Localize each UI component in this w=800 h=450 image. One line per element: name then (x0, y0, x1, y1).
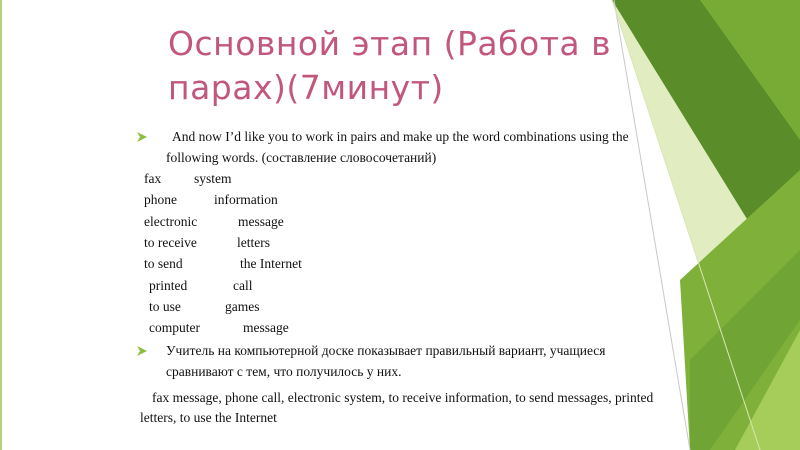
word-pair-row (142, 168, 676, 189)
arrow-bullet-icon (136, 131, 148, 143)
word-right: letters (237, 235, 270, 251)
word-right: games (225, 298, 260, 314)
word-right: the Internet (240, 256, 302, 272)
intro-text: And now I’d like you to work in pairs and make up the word combinations using the following words. (составление словосочетаний) (166, 129, 629, 165)
word-right: system (194, 171, 232, 187)
word-left: computer (149, 320, 200, 336)
intro-paragraph (136, 126, 676, 168)
word-pair-row (142, 317, 676, 338)
word-right: message (243, 320, 289, 336)
word-pair-row (142, 189, 676, 210)
word-left: fax (144, 171, 162, 187)
word-list (136, 168, 676, 338)
word-left: printed (149, 277, 188, 293)
word-pair-row (142, 296, 676, 317)
word-left: to send (144, 256, 183, 272)
word-left: to receive (144, 235, 197, 251)
word-pair-row (142, 253, 676, 274)
word-right: message (238, 213, 284, 229)
word-pair-row (142, 232, 676, 253)
teacher-note-paragraph (136, 340, 676, 382)
slide-body (136, 126, 676, 428)
arrow-bullet-icon (136, 345, 148, 357)
word-pair-row (142, 211, 676, 232)
word-right: information (214, 192, 278, 208)
word-pair-row (142, 274, 676, 295)
word-left: electronic (144, 213, 198, 229)
word-left: to use (149, 298, 181, 314)
teacher-note-text: Учитель на компьютерной доске показывает правильный вариант, учащиеся сравнивают с тем, что получилось у них. (166, 343, 606, 380)
word-right: call (233, 277, 253, 293)
slide-title: Основной этап (Работа в парах)(7минут) (168, 24, 612, 107)
answer-text: fax message, phone call, electronic system, to receive information, to send messages, printed letters, to use the Internet (140, 390, 654, 426)
word-left: phone (144, 192, 177, 208)
